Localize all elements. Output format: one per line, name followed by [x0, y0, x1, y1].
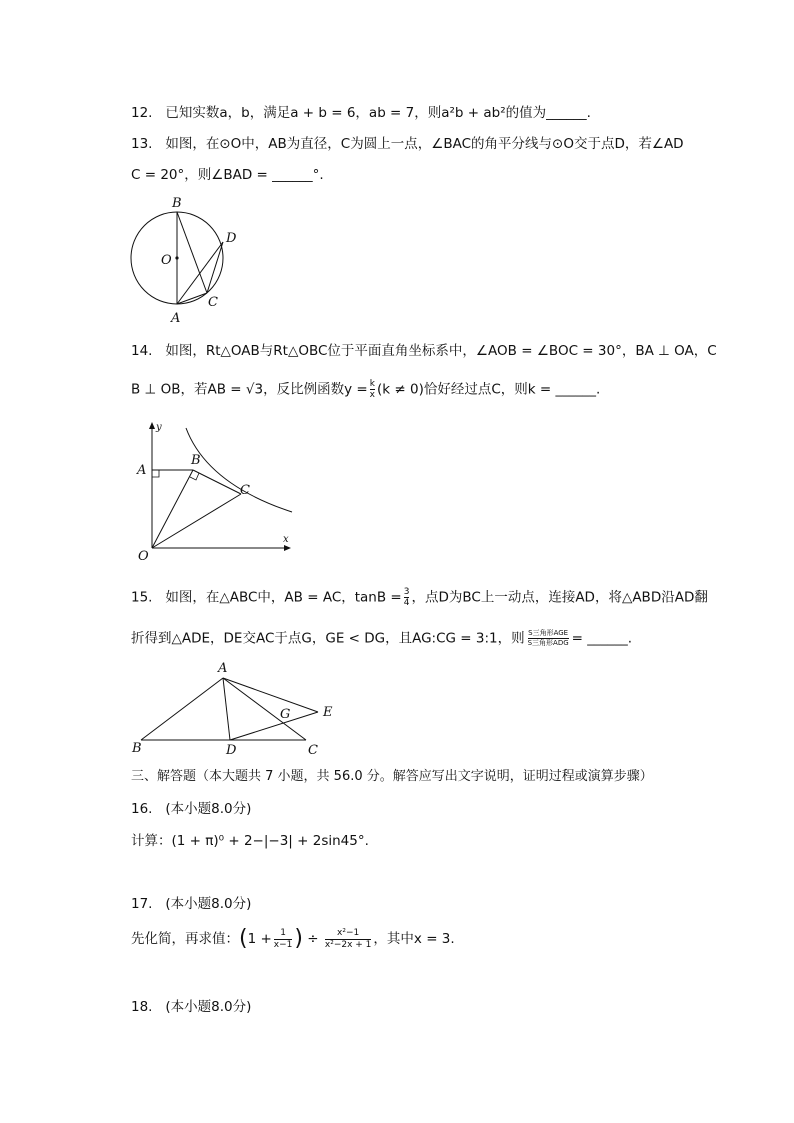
- q14-frac-den: x: [369, 390, 375, 400]
- section3-heading: 三、解答题（本大题共 7 小题，共 56.0 分。解答应写出文字说明，证明过程或演算步骤）: [131, 769, 653, 784]
- q16-text: 计算：(1 + π)⁰ + 2−|−3| + 2sin45°.: [131, 833, 369, 849]
- x-axis-arrow: [284, 545, 291, 551]
- q17-one: 1 +: [247, 931, 272, 947]
- label-b: B: [191, 453, 201, 468]
- q17-header: [131, 895, 251, 913]
- q15-line1: [131, 587, 708, 608]
- center-dot: [175, 256, 178, 259]
- q17-outer-den: x²−2x + 1: [324, 939, 372, 950]
- q16-number: 16.: [131, 801, 153, 817]
- q15-tan-num: 3: [403, 587, 410, 597]
- q15-tan-fraction: [404, 587, 410, 608]
- q17-expression: [131, 924, 455, 954]
- q15-line2: [131, 629, 632, 648]
- q17-inner-fraction: [274, 928, 293, 951]
- q12-number: 12.: [131, 105, 153, 121]
- q13-number: 13.: [131, 136, 153, 152]
- q16-header: [131, 800, 251, 818]
- q17-inner-den: x−1: [273, 939, 293, 950]
- hyperbola-curve: [186, 428, 292, 512]
- label-b: B: [132, 741, 142, 756]
- segment-dc: [207, 242, 223, 293]
- q13-line2: [131, 166, 324, 184]
- q17-divide: ÷: [302, 931, 323, 947]
- label-y: y: [156, 422, 162, 433]
- label-e: E: [323, 705, 333, 720]
- q12-line: [131, 104, 591, 122]
- q14-line2: [131, 379, 600, 400]
- q15-ratio-den: S三角形ADG: [527, 639, 569, 647]
- segment-ac: [223, 678, 306, 740]
- q15-triangle-figure: [128, 660, 343, 760]
- q17-outer-num: x²−1: [325, 928, 372, 940]
- segment-oc: [152, 494, 241, 548]
- q14-text-suffix: (k ≠ 0)恰好经过点C，则k = ______.: [377, 381, 601, 398]
- q16-score: (本小题8.0分): [165, 801, 252, 817]
- q15-tan-den: 4: [403, 598, 410, 608]
- label-g: G: [280, 707, 291, 722]
- label-c: C: [308, 743, 318, 758]
- q15-text-prefix: 如图，在△ABC中，AB = AC，tanB =: [165, 589, 402, 606]
- q14-text-prefix: B ⊥ OB，若AB = √3，反比例函数y =: [131, 381, 368, 398]
- segment-ae: [223, 678, 318, 712]
- q15-text-line2-prefix: 折得到△ADE，DE交AC于点G，GE < DG，且AG:CG = 3:1，则: [131, 630, 525, 647]
- q17-suffix: ，其中x = 3.: [373, 931, 455, 947]
- q18-header: [131, 998, 251, 1016]
- right-angle-a: [152, 470, 159, 477]
- q17-open-paren: (: [239, 926, 248, 951]
- q15-ratio-num: S三角形AGE: [528, 629, 569, 637]
- segment-ad: [223, 678, 230, 740]
- q12-text: 已知实数a，b，满足a + b = 6，ab = 7，则a²b + ab²的值为______.: [165, 105, 591, 121]
- q14-fraction: [370, 379, 375, 400]
- q18-score: (本小题8.0分): [165, 999, 252, 1015]
- label-c: C: [208, 295, 218, 310]
- label-d: D: [226, 743, 237, 758]
- q15-number: 15.: [131, 589, 153, 606]
- q15-ratio-fraction: [528, 629, 569, 648]
- q13-line1: [131, 135, 684, 153]
- segment-ob: [152, 470, 193, 548]
- q14-frac-num: k: [369, 379, 375, 389]
- q13-circle-figure: [120, 192, 260, 327]
- label-a: A: [137, 463, 147, 478]
- label-o: O: [161, 253, 172, 268]
- label-d: D: [226, 231, 237, 246]
- q18-number: 18.: [131, 999, 153, 1015]
- q17-close-paren: ): [294, 926, 303, 951]
- label-a: A: [171, 311, 181, 326]
- q14-text-line1: 如图，Rt△OAB与Rt△OBC位于平面直角坐标系中，∠AOB = ∠BOC = 30°，BA ⊥ OA，C: [165, 343, 717, 359]
- label-o: O: [138, 549, 149, 564]
- q15-text-suffix: ，点D为BC上一动点，连接AD，将△ABD沿AD翻: [411, 589, 708, 606]
- y-axis-arrow: [149, 422, 155, 429]
- label-b: B: [172, 196, 182, 211]
- q17-prefix: 先化简，再求值：: [131, 931, 239, 947]
- q17-inner-num: 1: [274, 928, 293, 940]
- q17-score: (本小题8.0分): [165, 896, 252, 912]
- label-x: x: [283, 534, 289, 545]
- q13-text-line2: C = 20°，则∠BAD = ______°.: [131, 167, 324, 183]
- segment-ab: [141, 678, 223, 740]
- q14-number: 14.: [131, 343, 153, 359]
- label-a: A: [218, 661, 228, 676]
- q14-line1: [131, 342, 717, 360]
- q13-text-line1: 如图，在⊙O中，AB为直径，C为圆上一点，∠BAC的角平分线与⊙O交于点D，若∠AD: [165, 136, 684, 152]
- label-c: C: [240, 483, 250, 498]
- segment-bc: [193, 470, 241, 494]
- q15-text-line2-suffix: = ______.: [571, 630, 633, 647]
- q17-outer-fraction: [325, 928, 372, 951]
- q14-coordinate-figure: [132, 420, 297, 565]
- segment-bc: [177, 212, 207, 293]
- q17-number: 17.: [131, 896, 153, 912]
